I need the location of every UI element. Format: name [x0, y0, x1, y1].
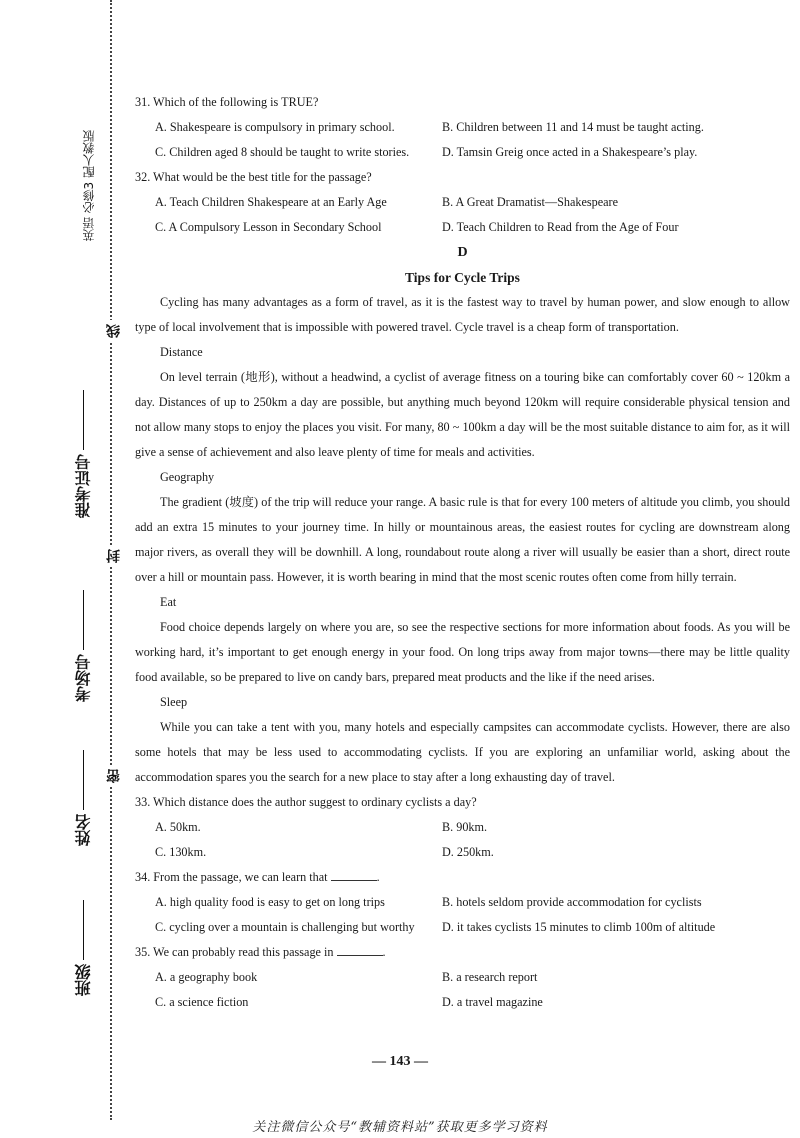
q34-option-b: B. hotels seldom provide accommodation for cyclists — [442, 895, 702, 909]
section-heading-distance: Distance — [160, 345, 203, 359]
q32-options-row1 — [135, 190, 790, 215]
book-info: 英语 必修3 配人教版 — [82, 130, 96, 242]
exam-number-field: 准考证号 — [72, 390, 95, 518]
q34-stem: 34. From the passage, we can learn that . — [135, 870, 380, 884]
q31-option-c: C. Children aged 8 should be taught to write stories. — [155, 145, 410, 159]
q32-option-a: A. Teach Children Shakespeare at an Early Age — [155, 195, 387, 209]
q32-option-b: B. A Great Dramatist—Shakespeare — [442, 195, 618, 209]
q33-stem: 33. Which distance does the author suggest to ordinary cyclists a day? — [135, 795, 477, 809]
q34-answer-blank — [331, 868, 377, 881]
q35-option-a: A. a geography book — [155, 970, 258, 984]
q34-options-row1 — [135, 890, 790, 915]
q34-option-c: C. cycling over a mountain is challenging but worthy — [155, 920, 415, 934]
name-field: 姓名 — [72, 750, 95, 846]
q33-option-b: B. 90km. — [442, 820, 488, 834]
section-heading-eat: Eat — [160, 595, 177, 609]
q31-option-d: D. Tamsin Greig once acted in a Shakespeare’s play. — [442, 145, 698, 159]
q33-option-d: D. 250km. — [442, 845, 494, 859]
q31-options-row1 — [135, 115, 790, 140]
q31-option-b: B. Children between 11 and 14 must be taught acting. — [442, 120, 704, 134]
section-letter: D — [457, 245, 468, 260]
section-text-geography: The gradient (坡度) of the trip will reduce your range. A basic rule is that for every 100 meters of altitude you climb, you should add an extra 15 minutes to your journey time. In hilly or mountainous areas, the easiest routes for cycling are downstream along major rivers, as overall they will be downhill. A long, roundabout route along a river will usually be easier than a short, direct route over a hill or mountain pass. However, it is worth bearing in mind that the most scenic routes often come from hilly terrain. — [135, 495, 790, 584]
q31-options-row2 — [135, 140, 790, 165]
q32-stem: 32. What would be the best title for the passage? — [135, 170, 372, 184]
q32-options-row2 — [135, 215, 790, 240]
q34-option-d: D. it takes cyclists 15 minutes to climb 100m of altitude — [442, 920, 716, 934]
binding-margin — [0, 0, 125, 1138]
page-number: — 143 — — [372, 1054, 428, 1069]
exam-room-field: 考场号 — [72, 590, 95, 702]
q32-option-d: D. Teach Children to Read from the Age of Four — [442, 220, 679, 234]
section-heading-sleep: Sleep — [160, 695, 188, 709]
q35-option-c: C. a science fiction — [155, 995, 249, 1009]
q35-option-b: B. a research report — [442, 970, 538, 984]
q31-option-a: A. Shakespeare is compulsory in primary school. — [155, 120, 395, 134]
q35-option-d: D. a travel magazine — [442, 995, 543, 1009]
q35-answer-blank — [337, 943, 383, 956]
q35-options-row1 — [135, 965, 790, 990]
q35-stem: 35. We can probably read this passage in . — [135, 945, 386, 959]
page-content — [135, 90, 790, 1015]
q35-options-row2 — [135, 990, 790, 1015]
section-text-sleep: While you can take a tent with you, many hotels and especially campsites can accommodate cyclists. However, there are also some hotels that may be less used to accommodating cyclists. If you are exploring an unfamiliar world, asking about the accommodation spares you the search for a new place to stay after a long exhausting day of travel. — [135, 720, 790, 784]
q33-options-row1 — [135, 815, 790, 840]
q33-options-row2 — [135, 840, 790, 865]
seal-char-mi: 密 — [104, 765, 124, 787]
class-field: 班级 — [72, 900, 95, 996]
section-heading-geography: Geography — [160, 470, 215, 484]
passage-title: Tips for Cycle Trips — [405, 270, 520, 285]
section-text-eat: Food choice depends largely on where you are, so see the respective sections for more information about foods. As you will be working hard, it’s important to get enough energy in your food. On long trips away from major towns—there may be little quality food available, so be prepared to live on candy bars, prepared meat products and the like if the need arises. — [135, 620, 790, 684]
footer-note: 关注微信公众号“教辅资料站”获取更多学习资料 — [252, 1120, 548, 1135]
section-text-distance: On level terrain (地形), without a headwind, a cyclist of average fitness on a touring bike can comfortably cover 60 ~ 120km a day. Distances of up to 250km a day are possible, but anything much beyond 120km will require considerable physical tension and not allow many stops to enjoy the places you visit. For many, 80 ~ 100km a day will be the most suitable distance to aim for, as it will give a sense of achievement and also leave plenty of time for meals and activities. — [135, 370, 790, 459]
q33-option-c: C. 130km. — [155, 845, 207, 859]
q32-option-c: C. A Compulsory Lesson in Secondary School — [155, 220, 382, 234]
q31-stem: 31. Which of the following is TRUE? — [135, 95, 319, 109]
q34-option-a: A. high quality food is easy to get on long trips — [155, 895, 385, 909]
q34-options-row2 — [135, 915, 790, 940]
passage-intro: Cycling has many advantages as a form of travel, as it is the fastest way to travel by human power, and slow enough to allow type of local involvement that is impossible with powered travel. Cycle travel is a cheap form of transportation. — [135, 295, 790, 334]
seal-char-feng: 封 — [104, 545, 124, 567]
q33-option-a: A. 50km. — [155, 820, 201, 834]
seal-char-xian: 线 — [104, 320, 124, 342]
